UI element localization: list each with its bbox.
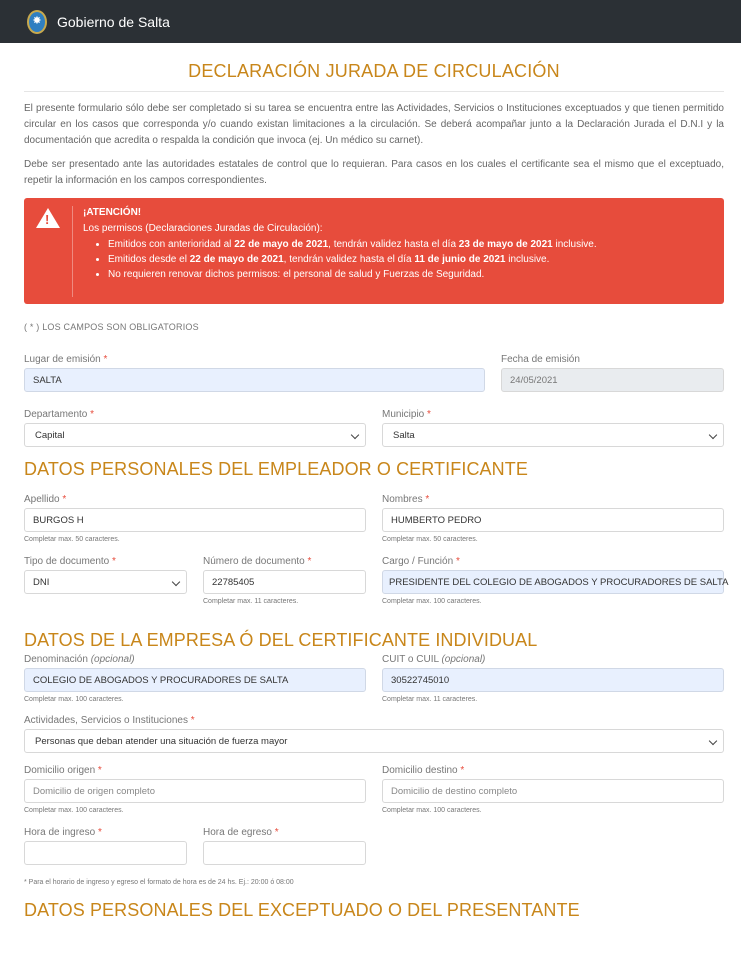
numero-documento-help: Completar max. 11 caracteres. (203, 598, 299, 605)
top-navbar (0, 0, 741, 43)
nombres-label: Nombres * (382, 494, 430, 505)
cuit-cuil-input[interactable]: 30522745010 (382, 668, 724, 692)
cargo-funcion-help: Completar max. 100 caracteres. (382, 598, 482, 605)
denominacion-help: Completar max. 100 caracteres. (24, 696, 124, 703)
domicilio-destino-input[interactable]: Domicilio de destino completo (382, 779, 724, 803)
nombres-help: Completar max. 50 caracteres. (382, 536, 478, 543)
alert-list (83, 237, 597, 282)
domicilio-origen-label: Domicilio origen * (24, 765, 102, 776)
cargo-funcion-label: Cargo / Función * (382, 556, 460, 567)
cuit-cuil-help: Completar max. 11 caracteres. (382, 696, 478, 703)
brand-name[interactable]: Gobierno de Salta (57, 13, 170, 30)
actividades-select[interactable]: Personas que deban atender una situación de fuerza mayor (24, 729, 724, 753)
hora-egreso-input[interactable] (203, 841, 366, 865)
departamento-label: Departamento * (24, 409, 95, 420)
alert-subheading: Los permisos (Declaraciones Juradas de Circulación): (83, 223, 323, 234)
alert-item: • No requieren renovar dichos permisos: el personal de salud y Fuerzas de Seguridad. (108, 267, 597, 282)
salta-logo-icon[interactable]: ✸ (27, 10, 47, 34)
employer-section-title: DATOS PERSONALES DEL EMPLEADOR O CERTIFICANTE (24, 459, 528, 479)
exceptuado-section-title: DATOS PERSONALES DEL EXCEPTUADO O DEL PRESENTANTE (24, 900, 580, 920)
municipio-select[interactable]: Salta (382, 423, 724, 447)
denominacion-label: Denominación (opcional) (24, 654, 135, 665)
page-title: DECLARACIÓN JURADA DE CIRCULACIÓN (24, 61, 724, 92)
fecha-emision-input: 24/05/2021 (501, 368, 724, 392)
alert-item: • Emitidos desde el 22 de mayo de 2021, tendrán validez hasta el día 11 de junio de 2021 inclusive. (108, 252, 597, 267)
hora-ingreso-input[interactable] (24, 841, 187, 865)
apellido-input[interactable]: BURGOS H (24, 508, 366, 532)
numero-documento-input[interactable]: 22785405 (203, 570, 366, 594)
cargo-funcion-input[interactable]: PRESIDENTE DEL COLEGIO DE ABOGADOS Y PROCURADORES DE SALTA (382, 570, 724, 594)
municipio-label: Municipio * (382, 409, 431, 420)
nombres-input[interactable]: HUMBERTO PEDRO (382, 508, 724, 532)
required-fields-note: ( * ) LOS CAMPOS SON OBLIGATORIOS (24, 322, 199, 332)
lugar-emision-input[interactable]: SALTA (24, 368, 485, 392)
intro-paragraph: El presente formulario sólo debe ser completado si su tarea se encuentra entre las Actividades, Servicios o Instituciones exceptuados y que tienen permitido circular en los casos que corresponda y/o cuando existan limitaciones a la circulación. Se deberá acompañar junto a la Declaración Jurada el D.N.I y la documentación que acredita o respalda la condición que invoca (ej. Un médico su carnet). (24, 103, 724, 146)
alert-heading: ¡ATENCIÓN! (83, 207, 142, 218)
hora-ingreso-label: Hora de ingreso * (24, 827, 102, 838)
tipo-documento-label: Tipo de documento * (24, 556, 116, 567)
lugar-emision-label: Lugar de emisión * (24, 354, 108, 365)
domicilio-origen-help: Completar max. 100 caracteres. (24, 807, 124, 814)
cuit-cuil-label: CUIT o CUIL (opcional) (382, 654, 486, 665)
apellido-help: Completar max. 50 caracteres. (24, 536, 120, 543)
warning-icon (36, 208, 60, 228)
domicilio-destino-help: Completar max. 100 caracteres. (382, 807, 482, 814)
attention-alert (24, 198, 724, 304)
intro-paragraph-2: Debe ser presentado ante las autoridades estatales de control que lo requieran. Para casos en los cuales el certificante sea el mismo que el exceptuado, repetir la información en los campos correspondientes. (24, 159, 724, 186)
denominacion-input[interactable]: COLEGIO DE ABOGADOS Y PROCURADORES DE SALTA (24, 668, 366, 692)
fecha-emision-label: Fecha de emisión (501, 354, 580, 365)
apellido-label: Apellido * (24, 494, 67, 505)
hora-egreso-label: Hora de egreso * (203, 827, 279, 838)
company-section-title: DATOS DE LA EMPRESA Ó DEL CERTIFICANTE INDIVIDUAL (24, 630, 538, 650)
form-container (0, 61, 741, 921)
alert-item: • Emitidos con anterioridad al 22 de mayo de 2021, tendrán validez hasta el día 23 de mayo de 2021 inclusive. (108, 237, 597, 252)
actividades-label: Actividades, Servicios o Instituciones * (24, 715, 195, 726)
departamento-select[interactable]: Capital (24, 423, 366, 447)
tipo-documento-select[interactable]: DNI (24, 570, 187, 594)
domicilio-origen-input[interactable]: Domicilio de origen completo (24, 779, 366, 803)
hora-format-note: * Para el horario de ingreso y egreso el formato de hora es de 24 hs. Ej.: 20:00 ó 08:00 (24, 879, 294, 886)
numero-documento-label: Número de documento * (203, 556, 312, 567)
domicilio-destino-label: Domicilio destino * (382, 765, 465, 776)
